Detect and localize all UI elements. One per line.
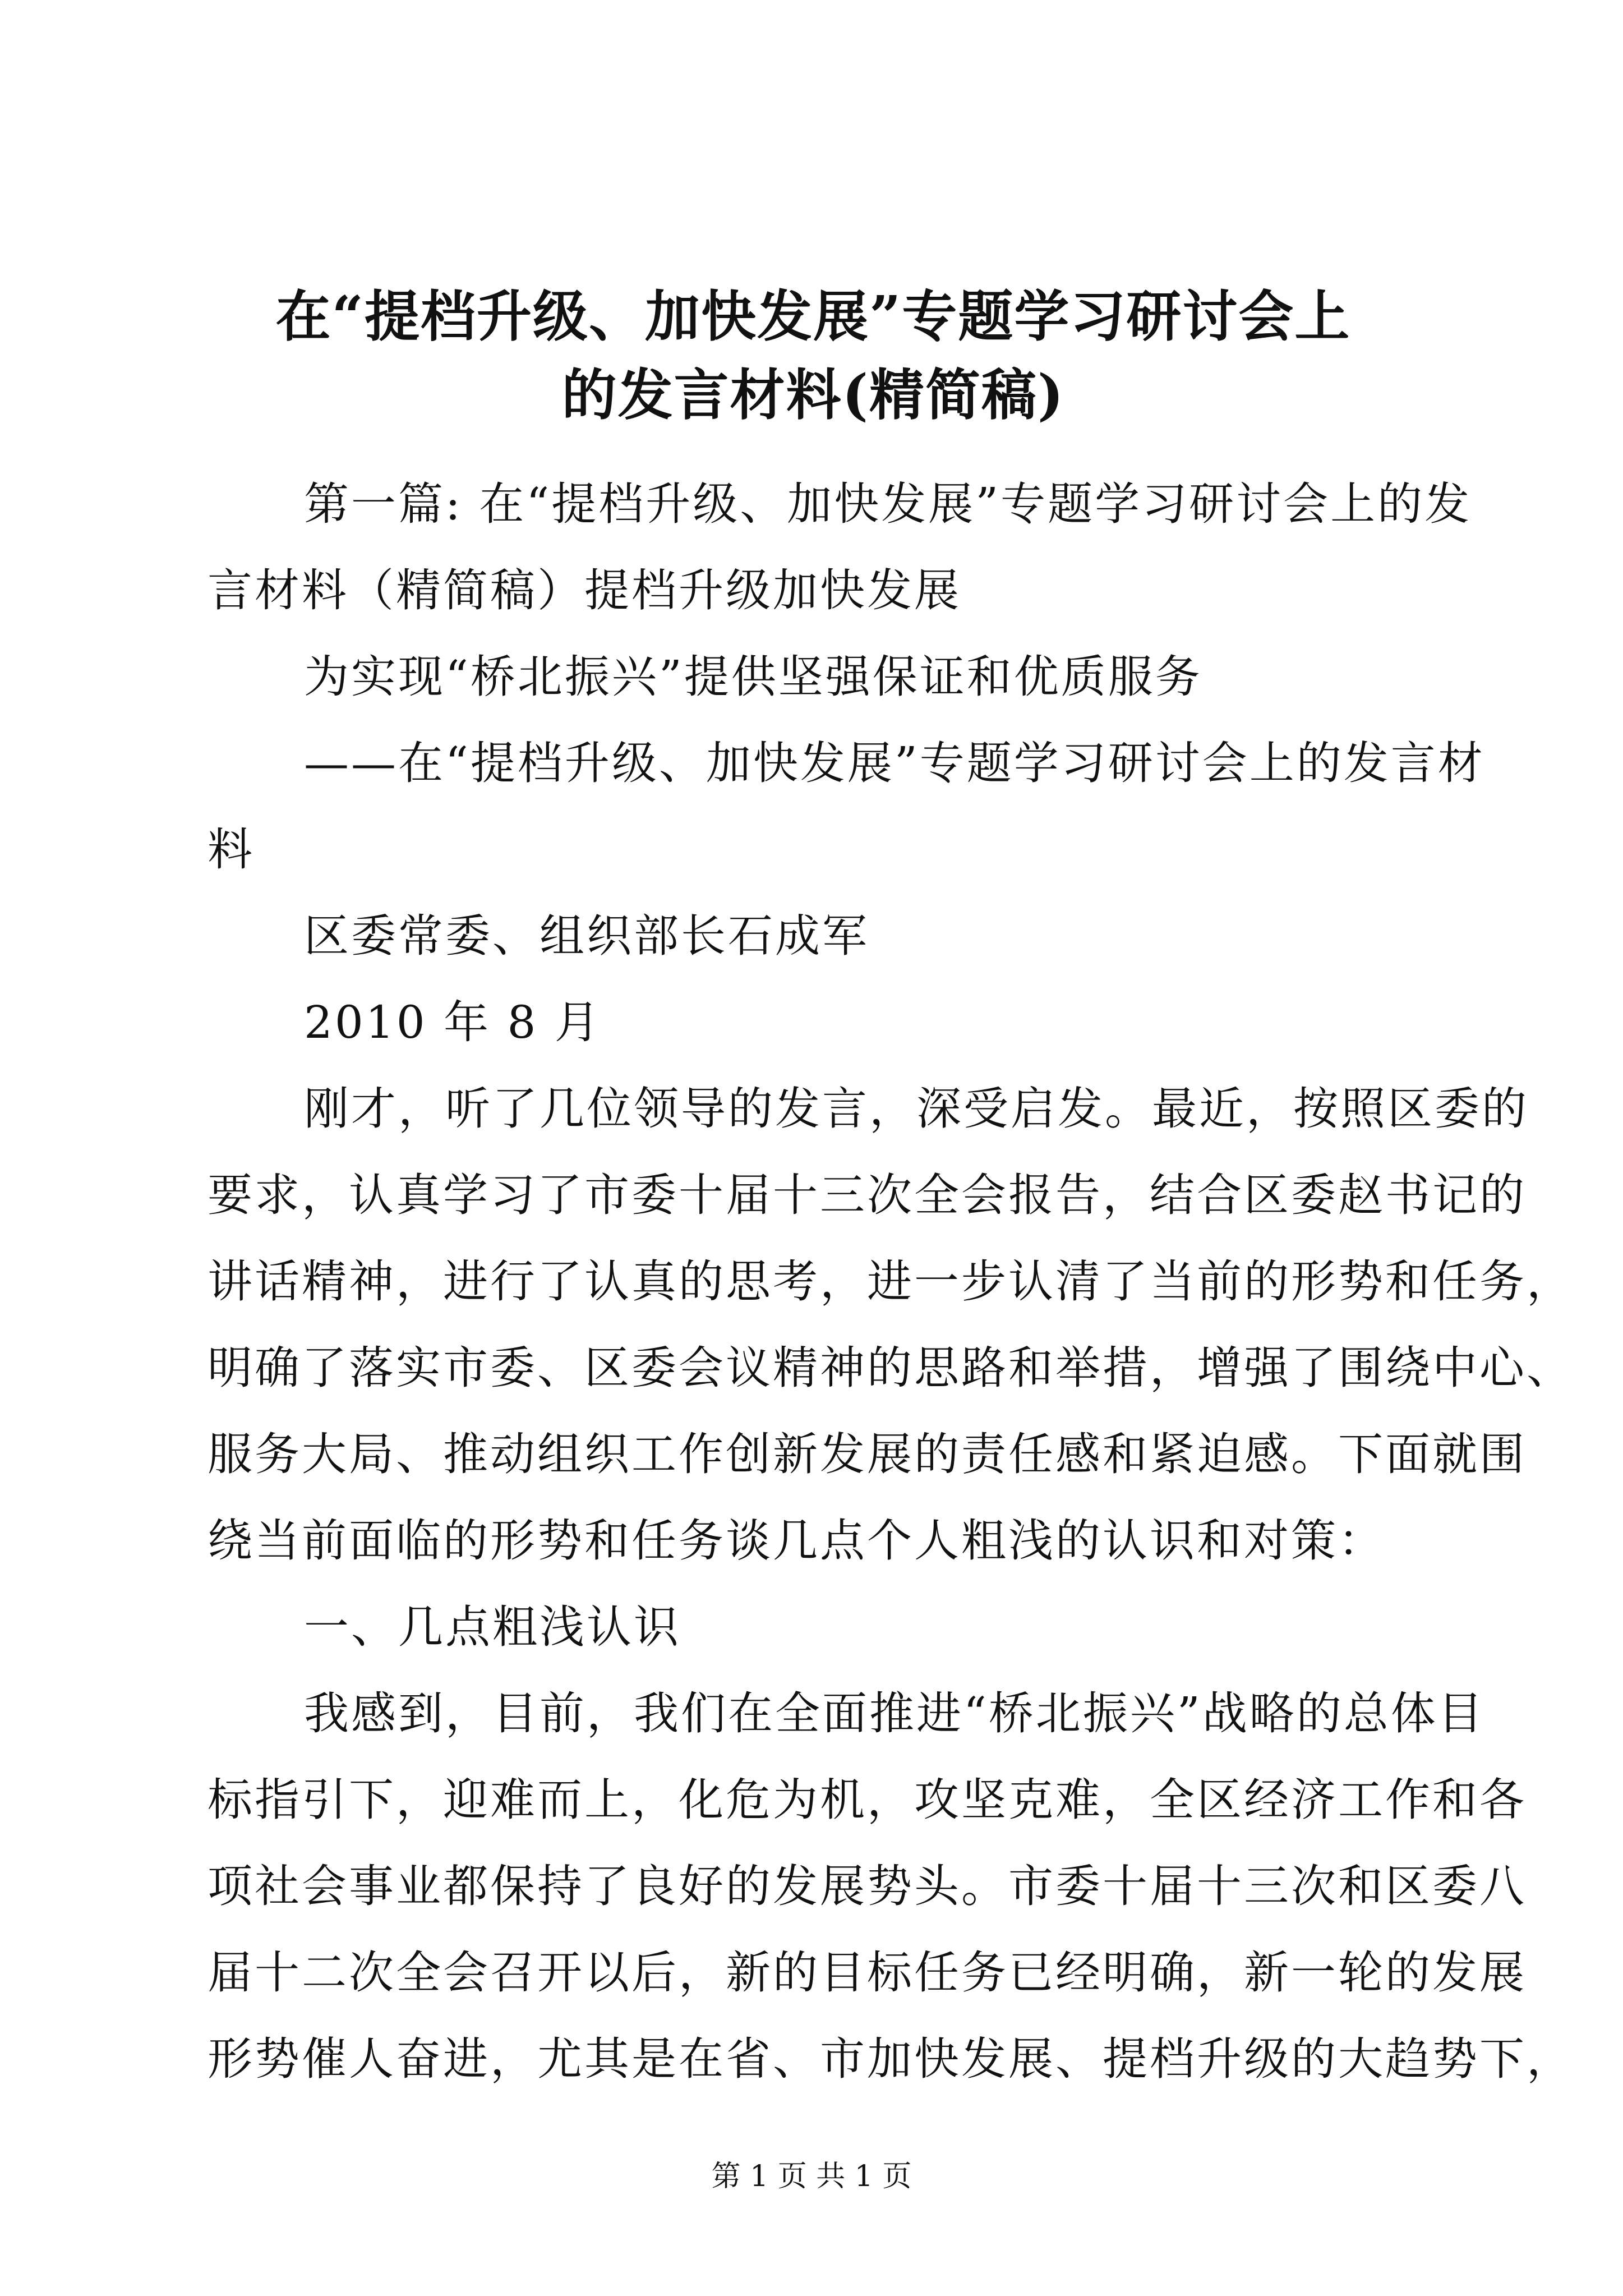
body-line: 言材料（精简稿）提档升级加快发展 (208, 564, 961, 616)
body-line: 刚才，听了几位领导的发言，深受启发。最近，按照区委的 (304, 1083, 1529, 1135)
date-line: 2010 年 8 月 (304, 996, 602, 1048)
body-line: ——在“提档升级、加快发展”专题学习研讨会上的发言材 (304, 737, 1485, 789)
body-line: 明确了落实市委、区委会议精神的思路和举措，增强了围绕中心、 (208, 1342, 1574, 1394)
body-line: 料 (208, 823, 255, 876)
body-line: 服务大局、推动组织工作创新发展的责任感和紧迫感。下面就围 (208, 1428, 1527, 1480)
section-heading: 一、几点粗浅认识 (304, 1601, 681, 1653)
body-line: 我感到，目前，我们在全面推进“桥北振兴”战略的总体目 (304, 1687, 1485, 1740)
document-title (202, 278, 1424, 435)
body-line: 绕当前面临的形势和任务谈几点个人粗浅的认识和对策： (208, 1515, 1385, 1567)
body-line: 第一篇: 在“提档升级、加快发展”专题学习研讨会上的发 (304, 478, 1472, 530)
body-line: 要求，认真学习了市委十届十三次全会报告，结合区委赵书记的 (208, 1169, 1527, 1221)
body-line: 讲话精神，进行了认真的思考，进一步认清了当前的形势和任务， (208, 1255, 1574, 1308)
body-line: 项社会事业都保持了良好的发展势头。市委十届十三次和区委八 (208, 1860, 1527, 1912)
title-line-2: 的发言材料(精简稿) (561, 363, 1065, 427)
author-line: 区委常委、组织部长石成军 (304, 910, 869, 962)
title-line-1: 在“提档升级、加快发展”专题学习研讨会上 (275, 284, 1351, 349)
document-body (208, 461, 1574, 2102)
body-line: 为实现“桥北振兴”提供坚强保证和优质服务 (304, 651, 1202, 703)
body-line: 形势催人奋进，尤其是在省、市加快发展、提档升级的大趋势下， (208, 2033, 1574, 2085)
page-footer: 第 1 页 共 1 页 (711, 2160, 912, 2193)
body-line: 届十二次全会召开以后，新的目标任务已经明确，新一轮的发展 (208, 1947, 1527, 1999)
body-line: 标指引下，迎难而上，化危为机，攻坚克难，全区经济工作和各 (208, 1774, 1527, 1826)
